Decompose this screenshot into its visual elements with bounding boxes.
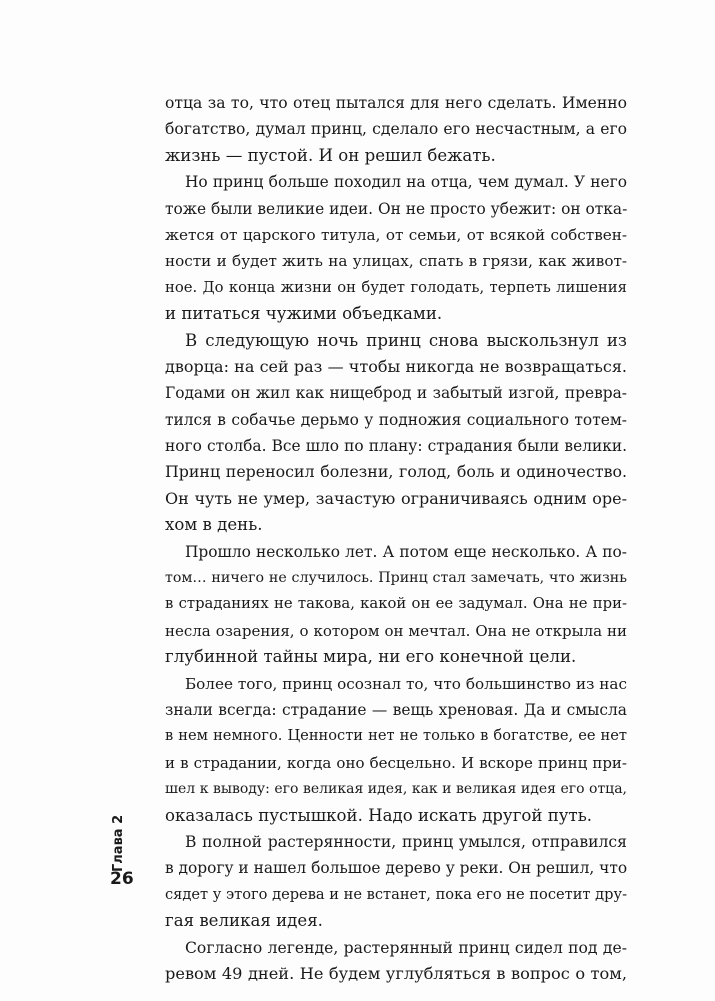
- text-line: том… ничего не случилось. Принц стал замечать, что жизнь: [165, 570, 627, 587]
- text-line: сядет у этого дерева и не встанет, пока его не посетит дру-: [165, 885, 627, 903]
- text-line: жется от царского титула, от семьи, от всякой собствен-: [165, 225, 627, 244]
- text-line: Согласно легенде, растерянный принц сидел под де-: [185, 938, 627, 957]
- text-line: несла озарения, о котором он мечтал. Она не открыла ни: [165, 621, 627, 640]
- text-line: и питаться чужими объедками.: [165, 304, 443, 324]
- text-line: В полной растерянности, принц умылся, отправился: [185, 832, 627, 851]
- text-line: гая великая идея.: [165, 911, 323, 931]
- text-line: дворца: на сей раз — чтобы никогда не возвращаться.: [165, 356, 627, 376]
- chapter-label: Глава 2: [111, 814, 126, 872]
- text-line: глубинной тайны мира, ни его конечной цели.: [165, 647, 577, 667]
- text-line: Прошло несколько лет. А потом еще несколько. А по-: [185, 542, 627, 561]
- text-line: и в страдании, когда оно бесцельно. И вскоре принц при-: [165, 753, 627, 772]
- text-line: ное. До конца жизни он будет голодать, терпеть лишения: [165, 278, 627, 296]
- text-line: Он чуть не умер, зачастую ограничиваясь одним оре-: [165, 488, 627, 508]
- text-line: знали всегда: страдание — вещь хреновая. Да и смысла: [165, 700, 627, 719]
- text-line: в страданиях не такова, какой он ее задумал. Она не при-: [165, 595, 627, 613]
- text-line: ности и будет жить на улицах, спать в грязи, как живот-: [165, 252, 627, 271]
- text-line: ревом 49 дней. Не будем углубляться в вопрос о том,: [165, 963, 627, 983]
- text-line: в нем немного. Ценности нет не только в богатстве, ее нет: [165, 727, 627, 745]
- text-line: хом в день.: [165, 515, 263, 535]
- text-line: шел к выводу: его великая идея, как и великая идея его отца,: [165, 781, 627, 798]
- text-line: тился в собачье дерьмо у подножия социального тотем-: [165, 410, 627, 429]
- page-number: 26: [110, 869, 134, 889]
- text-line: тоже были великие идеи. Он не просто убежит: он отка-: [165, 199, 628, 218]
- text-line: оказалась пустышкой. Надо искать другой путь.: [165, 805, 593, 825]
- text-line: ного столба. Все шло по плану: страдания были велики.: [165, 437, 627, 456]
- text-line: богатство, думал принц, сделало его несчастным, а его: [165, 120, 627, 139]
- text-line: В следующую ночь принц снова выскользнул из: [185, 330, 627, 350]
- text-line: Но принц больше походил на отца, чем думал. У него: [185, 173, 627, 192]
- text-line: в дорогу и нашел большое дерево у реки. Он решил, что: [165, 859, 628, 878]
- text-line: отца за то, что отец пытался для него сделать. Именно: [165, 94, 627, 112]
- text-line: Годами он жил как нищеброд и забытый изгой, превра-: [165, 384, 627, 403]
- text-line: жизнь — пустой. И он решил бежать.: [165, 145, 496, 165]
- text-line: Принц переносил болезни, голод, боль и одиночество.: [165, 462, 627, 482]
- body-text: [165, 90, 627, 987]
- text-line: Более того, принц осознал то, что большинство из нас: [185, 674, 627, 693]
